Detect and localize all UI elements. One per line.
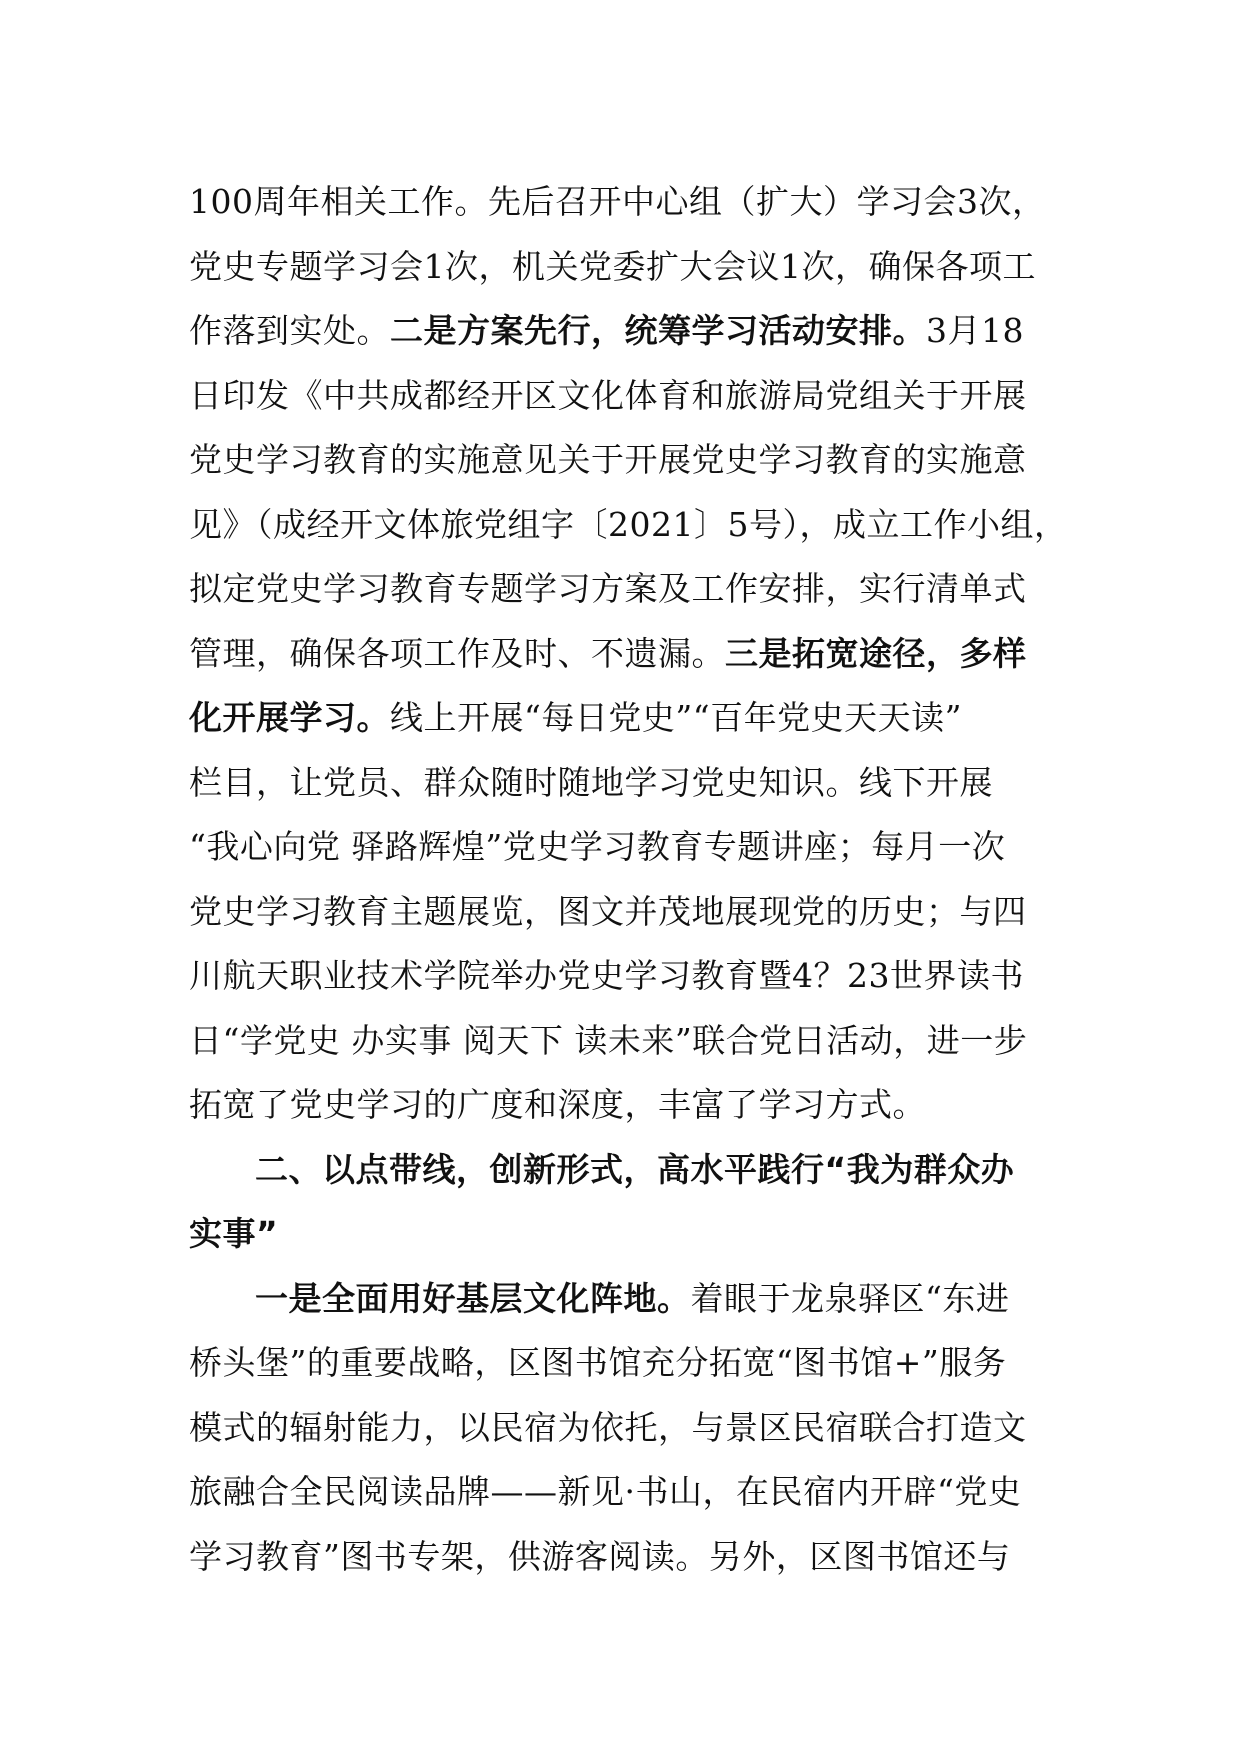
body-text: 模式的辐射能力，以民宿为依托，与景区民宿联合打造文: [189, 1407, 1027, 1447]
text-line: [189, 1267, 1069, 1332]
body-text: 作落到实处。: [189, 311, 390, 350]
section-heading: 二、以点带线，创新形式，高水平践行“我为群众办: [255, 1149, 1015, 1189]
body-text: 党史专题学习会1次，机关党委扩大会议1次，确保各项工: [189, 246, 1036, 286]
body-text: 日“学党史 办实事 阅天下 读未来”联合党日活动，进一步: [189, 1020, 1028, 1060]
text-line: [189, 170, 1069, 235]
body-text: 见》（成经开文体旅党组字〔2021〕5号），成立工作小组，: [189, 504, 1068, 544]
text-line: [189, 751, 1069, 816]
body-text: “我心向党 驿路辉煌”党史学习教育专题讲座；每月一次: [189, 827, 1006, 866]
text-line: [189, 944, 1069, 1009]
text-line: [189, 1073, 1069, 1138]
bold-lead-text: 二是方案先行，统筹学习活动安排。: [390, 311, 926, 350]
body-text: 日印发《中共成都经开区文化体育和旅游局党组关于开展: [189, 375, 1027, 415]
text-line: [189, 686, 1069, 751]
text-line: [189, 428, 1069, 493]
body-text: 线上开展“每日党史”“百年党史天天读”: [390, 698, 962, 737]
text-line: [189, 235, 1069, 300]
body-text: 拓宽了党史学习的广度和深度，丰富了学习方式。: [189, 1085, 926, 1124]
body-text: 党史学习教育的实施意见关于开展党史学习教育的实施意: [189, 440, 1027, 479]
body-text: 3月18: [926, 311, 1024, 350]
text-line: [189, 1396, 1069, 1461]
body-text: 栏目，让党员、群众随时随地学习党史知识。线下开展: [189, 762, 993, 802]
text-line: [189, 880, 1069, 945]
section-heading: 实事”: [189, 1214, 279, 1253]
bold-lead-text: 一是全面用好基层文化阵地。: [255, 1278, 691, 1318]
body-text: 川航天职业技术学院举办党史学习教育暨4？23世界读书: [189, 956, 1024, 995]
body-text: 着眼于龙泉驿区“东进: [690, 1278, 1010, 1318]
text-line: [189, 1460, 1069, 1525]
body-text: 学习教育”图书专架，供游客阅读。另外，区图书馆还与: [189, 1536, 1011, 1576]
body-text: 旅融合全民阅读品牌——新见·书山，在民宿内开辟“党史: [189, 1472, 1022, 1511]
bold-lead-text: 三是拓宽途径，多样: [725, 633, 1027, 673]
section-heading-line: [189, 1202, 1069, 1267]
text-line: [189, 364, 1069, 429]
text-line: [189, 815, 1069, 880]
text-line: [189, 493, 1069, 558]
text-line: [189, 1009, 1069, 1074]
text-line: [189, 1525, 1069, 1590]
bold-lead-text: 化开展学习。: [189, 698, 390, 737]
text-line: [189, 622, 1069, 687]
text-line: [189, 557, 1069, 622]
body-text: 管理，确保各项工作及时、不遗漏。: [189, 633, 725, 673]
document-page: [189, 170, 1069, 1589]
section-heading-line: [189, 1138, 1069, 1203]
body-text: 桥头堡”的重要战略，区图书馆充分拓宽“图书馆+”服务: [189, 1343, 1007, 1382]
body-text: 100周年相关工作。先后召开中心组（扩大）学习会3次，: [189, 182, 1046, 221]
text-line: [189, 1331, 1069, 1396]
text-line: [189, 299, 1069, 364]
body-text: 党史学习教育主题展览，图文并茂地展现党的历史；与四: [189, 891, 1027, 931]
body-text: 拟定党史学习教育专题学习方案及工作安排，实行清单式: [189, 569, 1027, 608]
